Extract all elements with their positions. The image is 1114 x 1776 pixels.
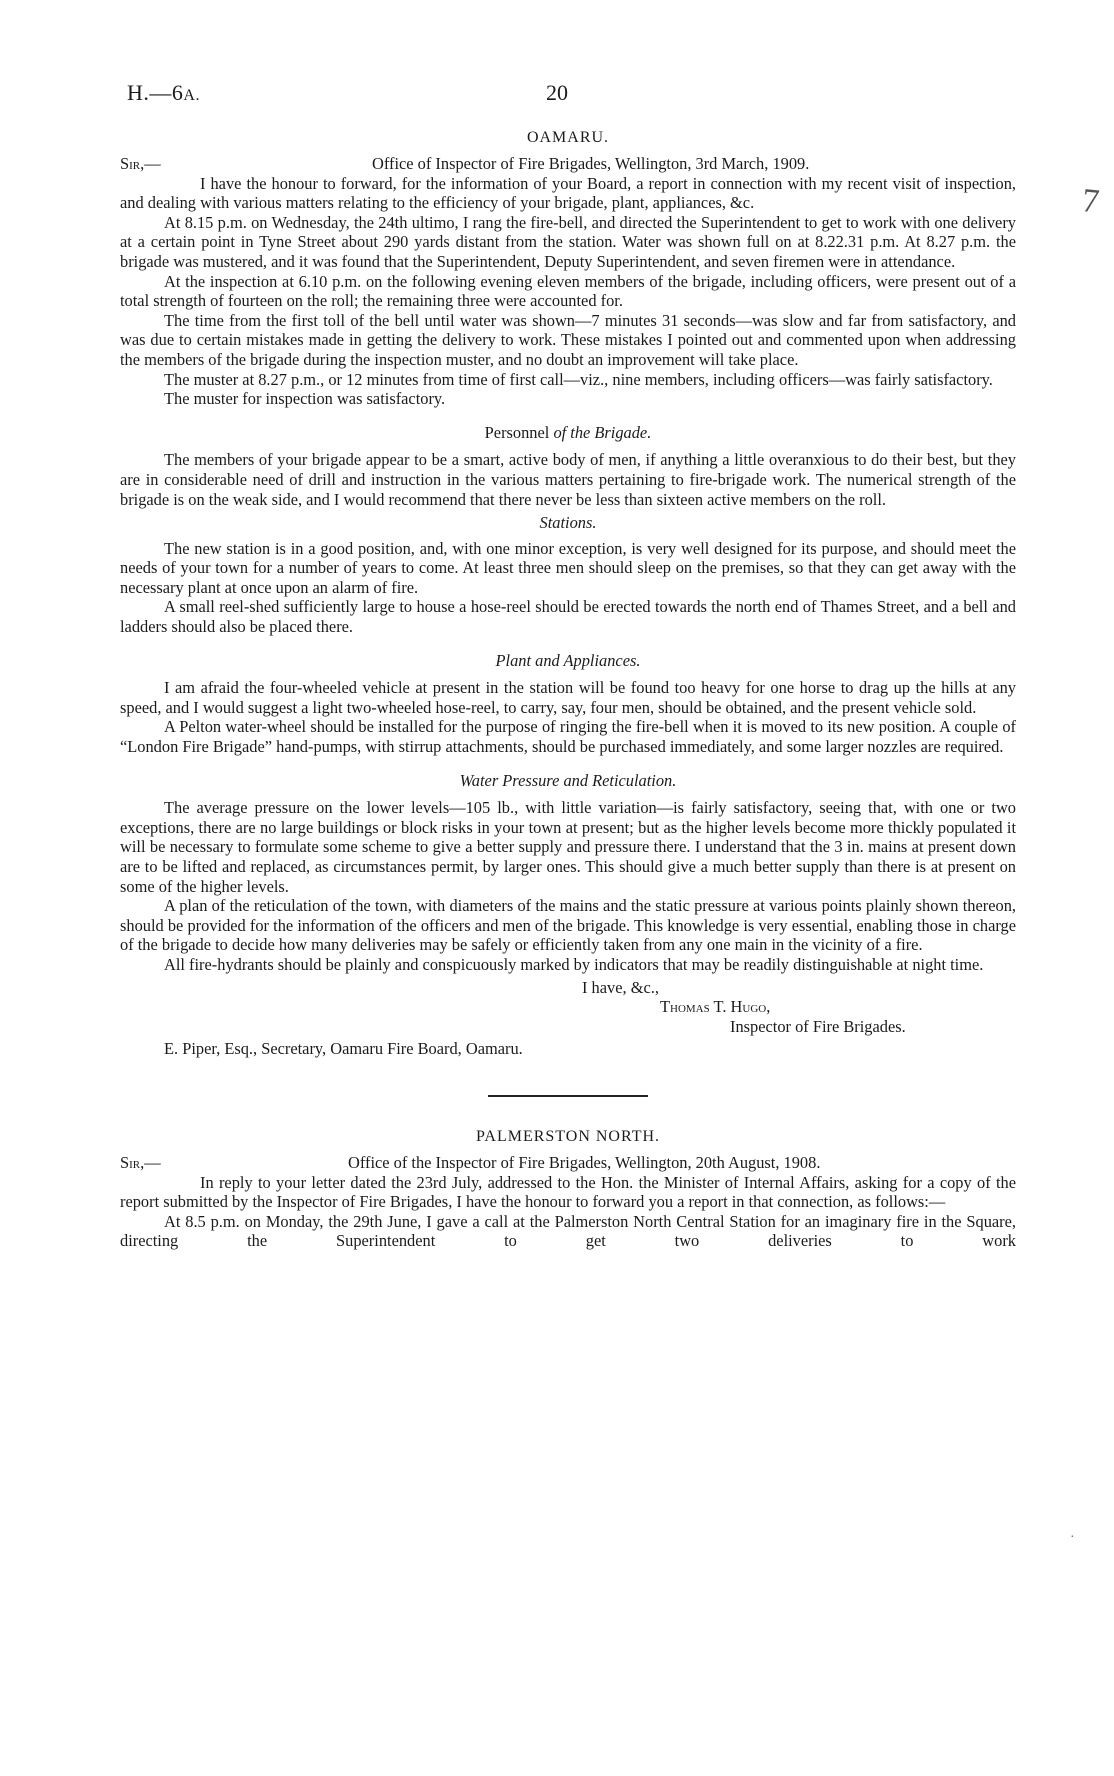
section-divider xyxy=(488,1095,648,1097)
oamaru-paragraph: The muster for inspection was satisfactory. xyxy=(164,389,446,409)
plant-paragraph: I am afraid the four-wheeled vehicle at present in the station will be found too heavy for one horse to drag up the hills at any speed, and I would suggest a light two-wheeled hose-reel, to carry, say, four men, should be obtained, and the present vehicle sold. xyxy=(120,678,1016,717)
water-paragraph: All fire-hydrants should be plainly and conspicuously marked by indicators that may be readily distinguishable at night time. xyxy=(164,954,984,974)
plant-heading: Plant and Appliances. xyxy=(495,650,641,670)
palmerston-paragraph: In reply to your letter dated the 23rd July, addressed to the Hon. the Minister of Internal Affairs, asking for a copy of the report submitted by the Inspector of Fire Brigades, I have the honour to forward you a report in that connection, as follows:— xyxy=(120,1172,1016,1212)
page-number: 20 xyxy=(546,80,568,105)
margin-handwritten-mark: 7 xyxy=(1080,182,1101,221)
oamaru-office-line: Office of Inspector of Fire Brigades, Wellington, 3rd March, 1909. xyxy=(372,153,810,173)
oamaru-paragraph: At the inspection at 6.10 p.m. on the following evening eleven members of the brigade, including officers, were present out of a total strength of fourteen on the roll; the remaining three were accounted for. xyxy=(120,271,1016,311)
oamaru-intro-paragraph: I have the honour to forward, for the information of your Board, a report in connection with my recent visit of inspection, and dealing with various matters relating to the efficiency of your brigade, plant, appliances, &c. xyxy=(120,173,1016,213)
closing-line: I have, &c., xyxy=(582,977,659,997)
personnel-heading-italic: of the Brigade. xyxy=(553,422,652,442)
stations-heading: Stations. xyxy=(539,513,597,533)
plant-paragraph: A Pelton water-wheel should be installed for the purpose of ringing the fire-bell when it is moved to its new position. A couple of “London Fire Brigade” hand-pumps, with stirrup attachments, should be purchased immediately, and some larger nozzles are required. xyxy=(120,717,1016,757)
water-paragraph: The average pressure on the lower levels—105 lb., with little variation—is fairly satisfactory, seeing that, with one or two exceptions, there are no large buildings or block risks in your town at present; but as the higher levels become more thickly populated it will be necessary to formulate some scheme to give a better supply and pressure there. I understand that the 3 in. mains at present down are to be lifted and replaced, as circumstances permit, by larger ones. This should give a much better supply than there is at present on some of the higher levels. xyxy=(120,798,1016,896)
palmerston-paragraph: At 8.5 p.m. on Monday, the 29th June, I gave a call at the Palmerston North Central Station for an imaginary fire in the Square, directing the Superintendent to get two deliveries to work xyxy=(120,1211,1016,1251)
palmerston-section xyxy=(120,1127,1016,1251)
signatory-name: Thomas T. Hugo, xyxy=(660,997,771,1017)
page-reference xyxy=(127,80,200,106)
palmerston-office-line: Office of the Inspector of Fire Brigades, Wellington, 20th August, 1908. xyxy=(348,1152,821,1172)
oamaru-paragraph: The time from the first toll of the bell until water was shown—7 minutes 31 seconds—was slow and far from satisfactory, and was due to certain mistakes made in getting the delivery to work. These mistakes I pointed out and commented upon when addressing the members of the brigade during the inspection muster, and no doubt an improvement will take place. xyxy=(120,310,1016,369)
stations-paragraph: The new station is in a good position, and, with one minor exception, is very well designed for its purpose, and should meet the needs of your town for a number of years to come. At least three men should sleep on the premises, so that they can get away with the necessary plant at once upon an alarm of fire. xyxy=(120,538,1016,597)
oamaru-section xyxy=(120,128,1016,1059)
personnel-heading xyxy=(120,423,1016,443)
oamaru-salutation: Sir,— xyxy=(120,153,161,173)
margin-speck: · xyxy=(1070,1530,1075,1545)
oamaru-paragraph: The muster at 8.27 p.m., or 12 minutes from time of first call—viz., nine members, including officers—was fairly satisfactory. xyxy=(164,369,993,389)
personnel-paragraph: The members of your brigade appear to be a smart, active body of men, if anything a little overanxious to do their best, but they are in considerable need of drill and instruction in the various matters pertaining to fire-brigade work. The numerical strength of the brigade is on the weak side, and I would recommend that there never be less than sixteen active members on the roll. xyxy=(120,450,1016,509)
page-reference-prefix: H.—6 xyxy=(127,80,184,105)
palmerston-salutation: Sir,— xyxy=(120,1152,161,1172)
water-paragraph: A plan of the reticulation of the town, with diameters of the mains and the static pressure at various points plainly shown thereon, should be provided for the information of the officers and men of the brigade. This knowledge is very essential, enabling those in charge of the brigade to decide how many deliveries may be safely or efficiently taken from any one main in the vicinity of a fire. xyxy=(120,896,1016,955)
oamaru-title: OAMARU. xyxy=(526,129,610,146)
document-body xyxy=(120,128,1016,1251)
palmerston-title: PALMERSTON NORTH. xyxy=(475,1127,661,1145)
water-heading: Water Pressure and Reticulation. xyxy=(459,770,677,790)
signatory-title: Inspector of Fire Brigades. xyxy=(730,1016,906,1036)
palmerston-salutation-line xyxy=(120,1153,1016,1173)
page-reference-suffix: A. xyxy=(183,87,200,104)
personnel-heading-plain: Personnel xyxy=(484,422,550,442)
stations-paragraph: A small reel-shed sufficiently large to house a hose-reel should be erected towards the north end of Thames Street, and a bell and ladders should also be placed there. xyxy=(120,597,1016,637)
oamaru-salutation-line xyxy=(120,154,1016,174)
addressee-line: E. Piper, Esq., Secretary, Oamaru Fire Board, Oamaru. xyxy=(164,1039,523,1059)
oamaru-paragraph: At 8.15 p.m. on Wednesday, the 24th ultimo, I rang the fire-bell, and directed the Superintendent to get to work with one delivery at a certain point in Tyne Street about 290 yards distant from the station. Water was shown full on at 8.22.31 p.m. At 8.27 p.m. the brigade was mustered, and it was found that the Superintendent, Deputy Superintendent, and seven firemen were in attendance. xyxy=(120,212,1016,271)
